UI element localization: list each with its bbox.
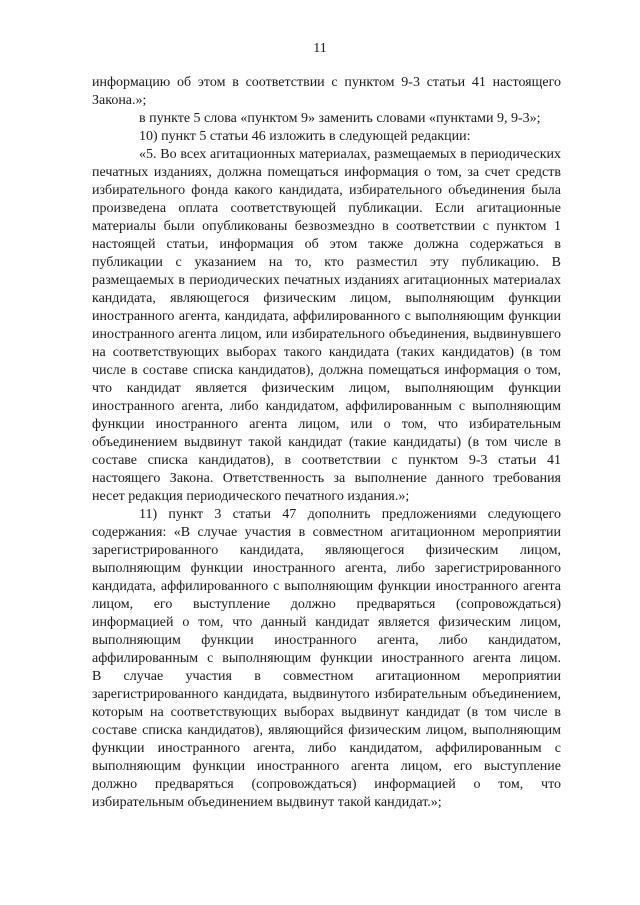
text-line: иностранного агента лицом, или избирательного объединения, выдвинувшего bbox=[92, 327, 561, 342]
text-line: в пункте 5 слова «пунктом 9» заменить словами «пунктами 9, 9-3»; bbox=[139, 111, 541, 126]
text-line: кандидата, аффилированного с выполняющим функции иностранного агента bbox=[92, 579, 561, 594]
text-line: которым на соответствующих выборах выдвинут кандидат (в том числе в bbox=[92, 705, 561, 720]
text-line: должно предваряться (сопровождаться) информацией о том, что bbox=[92, 777, 561, 792]
text-line: составе списка кандидатов), являющийся физическим лицом, выполняющим bbox=[92, 723, 561, 738]
text-line: «5. Во всех агитационных материалах, размещаемых в периодических bbox=[139, 147, 561, 162]
text-line: выполняющим функции иностранного агента лицом, его выступление bbox=[92, 759, 561, 774]
text-line: лицом, его выступление должно предваряться (сопровождаться) bbox=[92, 597, 561, 612]
text-line: выполняющим функции иностранного агента, либо зарегистрированного bbox=[92, 561, 561, 576]
text-line: информацию об этом в соответствии с пунктом 9-3 статьи 41 настоящего bbox=[92, 75, 561, 90]
text-line: печатных изданиях, должна помещаться информация о том, за счет средств bbox=[92, 165, 561, 180]
text-line: числе в составе списка кандидатов), должна помещаться информация о том, bbox=[92, 363, 561, 378]
text-line: зарегистрированного кандидата, выдвинутого избирательным объединением, bbox=[92, 687, 561, 702]
text-line: составе списка кандидатов), в соответствии с пунктом 9-3 статьи 41 bbox=[92, 453, 561, 468]
text-line: 11) пункт 3 статьи 47 дополнить предложениями следующего bbox=[139, 507, 561, 522]
text-line: произведена оплата соответствующей публикации. Если агитационные bbox=[92, 201, 561, 216]
text-line: объединением выдвинут такой кандидат (такие кандидаты) (в том числе в bbox=[92, 435, 561, 450]
text-line: публикации с указанием на то, кто разместил эту публикацию. В bbox=[92, 255, 561, 270]
text-line: размещаемых в периодических печатных изданиях агитационных материалах bbox=[92, 273, 561, 288]
text-line: на соответствующих выборах такого кандидата (таких кандидатов) (в том bbox=[92, 345, 561, 360]
text-line: аффилированным с выполняющим функции иностранного агента лицом. bbox=[92, 651, 561, 666]
text-line: материалы были опубликованы безвозмездно в соответствии с пунктом 1 bbox=[92, 219, 561, 234]
text-line: функции иностранного агента лицом, или о том, что избирательным bbox=[92, 417, 561, 432]
text-line: несет редакция периодического печатного издания.»; bbox=[92, 489, 410, 504]
text-line: что кандидат является физическим лицом, выполняющим функции bbox=[92, 381, 561, 396]
text-line: настоящей статьи, информация об этом также должна содержаться в bbox=[92, 237, 561, 252]
text-line: кандидата, являющегося физическим лицом, выполняющим функции bbox=[92, 291, 561, 306]
text-line: настоящего Закона. Ответственность за выполнение данного требования bbox=[92, 471, 561, 486]
text-line: избирательного фонда какого кандидата, избирательного объединения была bbox=[92, 183, 561, 198]
text-line: избирательным объединением выдвинут такой кандидат.»; bbox=[92, 795, 442, 810]
text-line: информацией о том, что данный кандидат является физическим лицом, bbox=[92, 615, 561, 630]
text-line: иностранного агента, либо кандидатом, аффилированным с выполняющим bbox=[92, 399, 561, 414]
text-line: зарегистрированного кандидата, являющегося физическим лицом, bbox=[92, 543, 561, 558]
text-line: Закона.»; bbox=[92, 93, 147, 108]
text-line: иностранного агента, кандидата, аффилированного с выполняющим функции bbox=[92, 309, 561, 324]
text-line: выполняющим функции иностранного агента, либо кандидатом, bbox=[92, 633, 561, 648]
text-line: содержания: «В случае участия в совместном агитационном мероприятии bbox=[92, 525, 561, 540]
page-number: 11 bbox=[313, 41, 327, 56]
text-line: В случае участия в совместном агитационном мероприятии bbox=[92, 669, 561, 684]
text-line: функции иностранного агента, либо кандидатом, аффилированным с bbox=[92, 741, 561, 756]
text-line: 10) пункт 5 статьи 46 изложить в следующей редакции: bbox=[139, 129, 471, 144]
